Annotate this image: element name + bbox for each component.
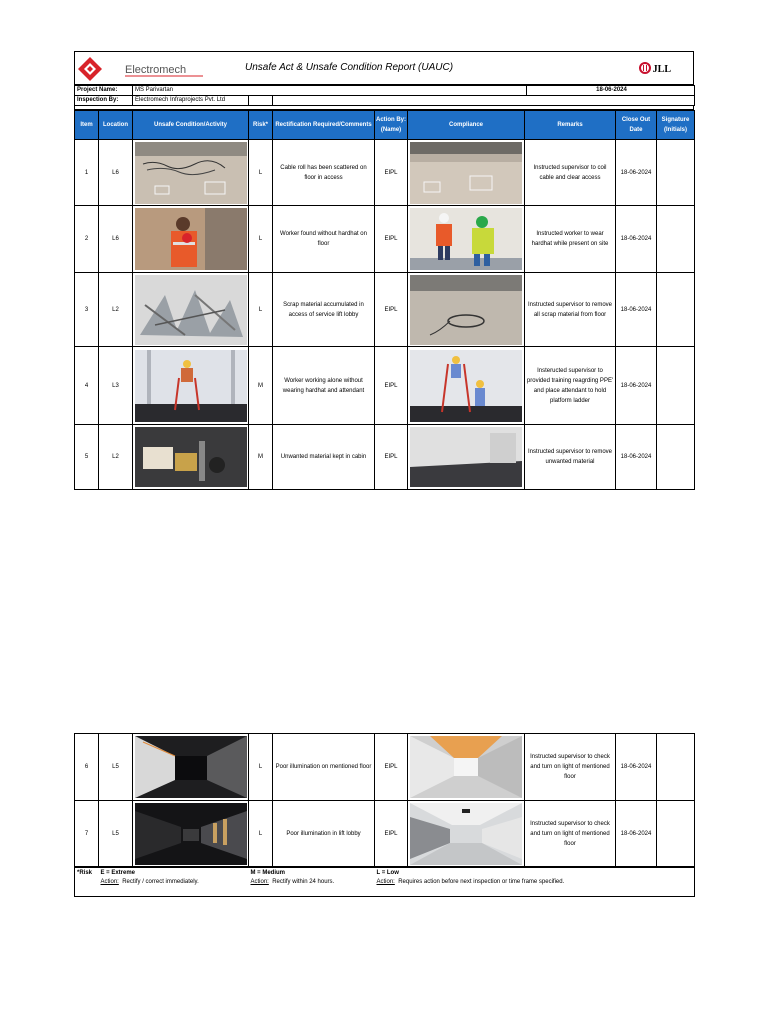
item-cell: 6 bbox=[75, 734, 99, 801]
close-date-cell: 18-06-2024 bbox=[616, 734, 657, 801]
dark-lift-lobby-photo bbox=[135, 803, 247, 865]
close-date-cell: 18-06-2024 bbox=[616, 801, 657, 867]
report-sheet bbox=[74, 51, 694, 490]
table-row bbox=[75, 347, 695, 425]
legend-low: L = Low Action: Requires action before next inspection or time frame specified. bbox=[375, 868, 695, 897]
uauc-table bbox=[74, 110, 695, 490]
action-by-cell: EIPL bbox=[375, 273, 408, 347]
comment-cell: Worker found without hardhat on floor bbox=[273, 206, 375, 273]
legend-extreme-action: Rectify / correct immediately. bbox=[122, 879, 199, 885]
comment-cell: Poor illumination in lift lobby bbox=[273, 801, 375, 867]
legend-low-action: Requires action before next inspection or time frame specified. bbox=[398, 879, 565, 885]
lit-corridor-photo bbox=[410, 736, 522, 798]
location-cell: L3 bbox=[99, 347, 133, 425]
action-by-cell: EIPL bbox=[375, 206, 408, 273]
report-sheet-continued bbox=[74, 733, 694, 897]
unsafe-cell bbox=[133, 801, 249, 867]
signature-cell bbox=[657, 273, 695, 347]
signature-cell bbox=[657, 801, 695, 867]
electromech-logo bbox=[77, 56, 207, 82]
compliance-cell bbox=[408, 206, 525, 273]
location-cell: L5 bbox=[99, 801, 133, 867]
uauc-table-continued bbox=[74, 733, 695, 867]
legend-low-title: L = Low bbox=[376, 870, 399, 876]
legend-medium-action: Rectify within 24 hours. bbox=[272, 879, 335, 885]
scrap-pile-photo bbox=[135, 275, 247, 345]
ladder-with-attendant-photo bbox=[410, 350, 522, 422]
remarks-cell: Instructed supervisor to remove all scrap material from floor bbox=[525, 273, 616, 347]
project-label: Project Name: bbox=[75, 86, 133, 96]
comment-cell: Cable roll has been scattered on floor in access bbox=[273, 140, 375, 206]
risk-cell: L bbox=[249, 801, 273, 867]
compliance-cell bbox=[408, 273, 525, 347]
comment-cell: Poor illumination on mentioned floor bbox=[273, 734, 375, 801]
remarks-cell: Instructed supervisor to check and turn on light of mentioned floor bbox=[525, 734, 616, 801]
location-cell: L6 bbox=[99, 140, 133, 206]
report-title: Unsafe Act & Unsafe Condition Report (UAUC) bbox=[245, 62, 454, 73]
unsafe-cell bbox=[133, 347, 249, 425]
item-cell: 7 bbox=[75, 801, 99, 867]
risk-cell: M bbox=[249, 347, 273, 425]
empty-cabin-photo bbox=[410, 427, 522, 487]
workers-with-ppe-photo bbox=[410, 208, 522, 270]
remarks-cell: Instructed supervisor to check and turn on light of mentioned floor bbox=[525, 801, 616, 867]
signature-cell bbox=[657, 206, 695, 273]
company-name: Electromech bbox=[125, 64, 187, 76]
table-row bbox=[75, 801, 695, 867]
comment-cell: Scrap material accumulated in access of service lift lobby bbox=[273, 273, 375, 347]
report-date: 18-06-2024 bbox=[527, 86, 695, 96]
location-cell: L2 bbox=[99, 425, 133, 490]
item-cell: 2 bbox=[75, 206, 99, 273]
col-remarks: Remarks bbox=[525, 111, 616, 140]
col-item: Item bbox=[75, 111, 99, 140]
client-logo bbox=[639, 62, 671, 75]
unsafe-cell bbox=[133, 273, 249, 347]
item-cell: 5 bbox=[75, 425, 99, 490]
info-table bbox=[74, 85, 695, 106]
comment-cell: Worker working alone without wearing hardhat and attendant bbox=[273, 347, 375, 425]
legend-extreme-title: E = Extreme bbox=[100, 870, 136, 876]
action-by-cell: EIPL bbox=[375, 140, 408, 206]
col-risk: Risk* bbox=[249, 111, 273, 140]
info-blank-wide bbox=[273, 96, 695, 106]
close-date-cell: 18-06-2024 bbox=[616, 425, 657, 490]
lit-lift-lobby-photo bbox=[410, 803, 522, 865]
risk-cell: L bbox=[249, 734, 273, 801]
close-date-cell: 18-06-2024 bbox=[616, 140, 657, 206]
compliance-cell bbox=[408, 347, 525, 425]
item-cell: 4 bbox=[75, 347, 99, 425]
remarks-cell: Insteructed supervisor to provided training reagrding PPE' and place attendant to hold platform ladder bbox=[525, 347, 616, 425]
floor-cables-photo bbox=[135, 142, 247, 204]
clear-floor-photo bbox=[410, 142, 522, 204]
close-date-cell: 18-06-2024 bbox=[616, 206, 657, 273]
worker-on-ladder-photo bbox=[135, 350, 247, 422]
table-row bbox=[75, 734, 695, 801]
col-action-by: Action By: (Name) bbox=[375, 111, 408, 140]
inspection-label: Inspection By: bbox=[75, 96, 133, 106]
legend-medium-title: M = Medium bbox=[250, 870, 286, 876]
remarks-cell: Instructed supervisor to remove unwanted material bbox=[525, 425, 616, 490]
signature-cell bbox=[657, 140, 695, 206]
table-row bbox=[75, 140, 695, 206]
legend-medium: M = Medium Action: Rectify within 24 hours. bbox=[249, 868, 375, 897]
table-row bbox=[75, 206, 695, 273]
client-name: JLL bbox=[652, 64, 671, 75]
unsafe-cell bbox=[133, 425, 249, 490]
legend-extreme: E = Extreme Action: Rectify / correct immediately. bbox=[99, 868, 249, 897]
dark-corridor-photo bbox=[135, 736, 247, 798]
close-date-cell: 18-06-2024 bbox=[616, 273, 657, 347]
action-by-cell: EIPL bbox=[375, 347, 408, 425]
action-by-cell: EIPL bbox=[375, 801, 408, 867]
risk-cell: L bbox=[249, 206, 273, 273]
report-header bbox=[74, 51, 694, 85]
jll-icon bbox=[639, 62, 651, 74]
location-cell: L6 bbox=[99, 206, 133, 273]
risk-legend bbox=[74, 867, 695, 897]
col-compliance: Compliance bbox=[408, 111, 525, 140]
col-rectification: Rectification Required/Comments bbox=[273, 111, 375, 140]
inspection-value: Electromech Infraprojects Pvt. Ltd bbox=[133, 96, 249, 106]
close-date-cell: 18-06-2024 bbox=[616, 347, 657, 425]
signature-cell bbox=[657, 734, 695, 801]
location-cell: L5 bbox=[99, 734, 133, 801]
signature-cell bbox=[657, 425, 695, 490]
unsafe-cell bbox=[133, 140, 249, 206]
risk-cell: L bbox=[249, 140, 273, 206]
remarks-cell: Instructed worker to wear hardhat while present on site bbox=[525, 206, 616, 273]
col-unsafe: Unsafe Condition/Activity bbox=[133, 111, 249, 140]
compliance-cell bbox=[408, 425, 525, 490]
risk-cell: L bbox=[249, 273, 273, 347]
info-blank bbox=[249, 96, 273, 106]
worker-no-hardhat-photo bbox=[135, 208, 247, 270]
location-cell: L2 bbox=[99, 273, 133, 347]
cleared-lobby-photo bbox=[410, 275, 522, 345]
item-cell: 1 bbox=[75, 140, 99, 206]
unsafe-cell bbox=[133, 206, 249, 273]
signature-cell bbox=[657, 347, 695, 425]
compliance-cell bbox=[408, 801, 525, 867]
unsafe-cell bbox=[133, 734, 249, 801]
project-value: MS Parivartan bbox=[133, 86, 527, 96]
col-location: Location bbox=[99, 111, 133, 140]
table-row bbox=[75, 425, 695, 490]
cabin-material-photo bbox=[135, 427, 247, 487]
item-cell: 3 bbox=[75, 273, 99, 347]
comment-cell: Unwanted material kept in cabin bbox=[273, 425, 375, 490]
action-by-cell: EIPL bbox=[375, 734, 408, 801]
compliance-cell bbox=[408, 140, 525, 206]
action-by-cell: EIPL bbox=[375, 425, 408, 490]
risk-legend-label: *Risk bbox=[75, 868, 99, 897]
table-row bbox=[75, 273, 695, 347]
compliance-cell bbox=[408, 734, 525, 801]
risk-cell: M bbox=[249, 425, 273, 490]
col-close-date: Close Out Date bbox=[616, 111, 657, 140]
col-signature: Signature (Initials) bbox=[657, 111, 695, 140]
remarks-cell: Instructed supervisor to coil cable and clear access bbox=[525, 140, 616, 206]
